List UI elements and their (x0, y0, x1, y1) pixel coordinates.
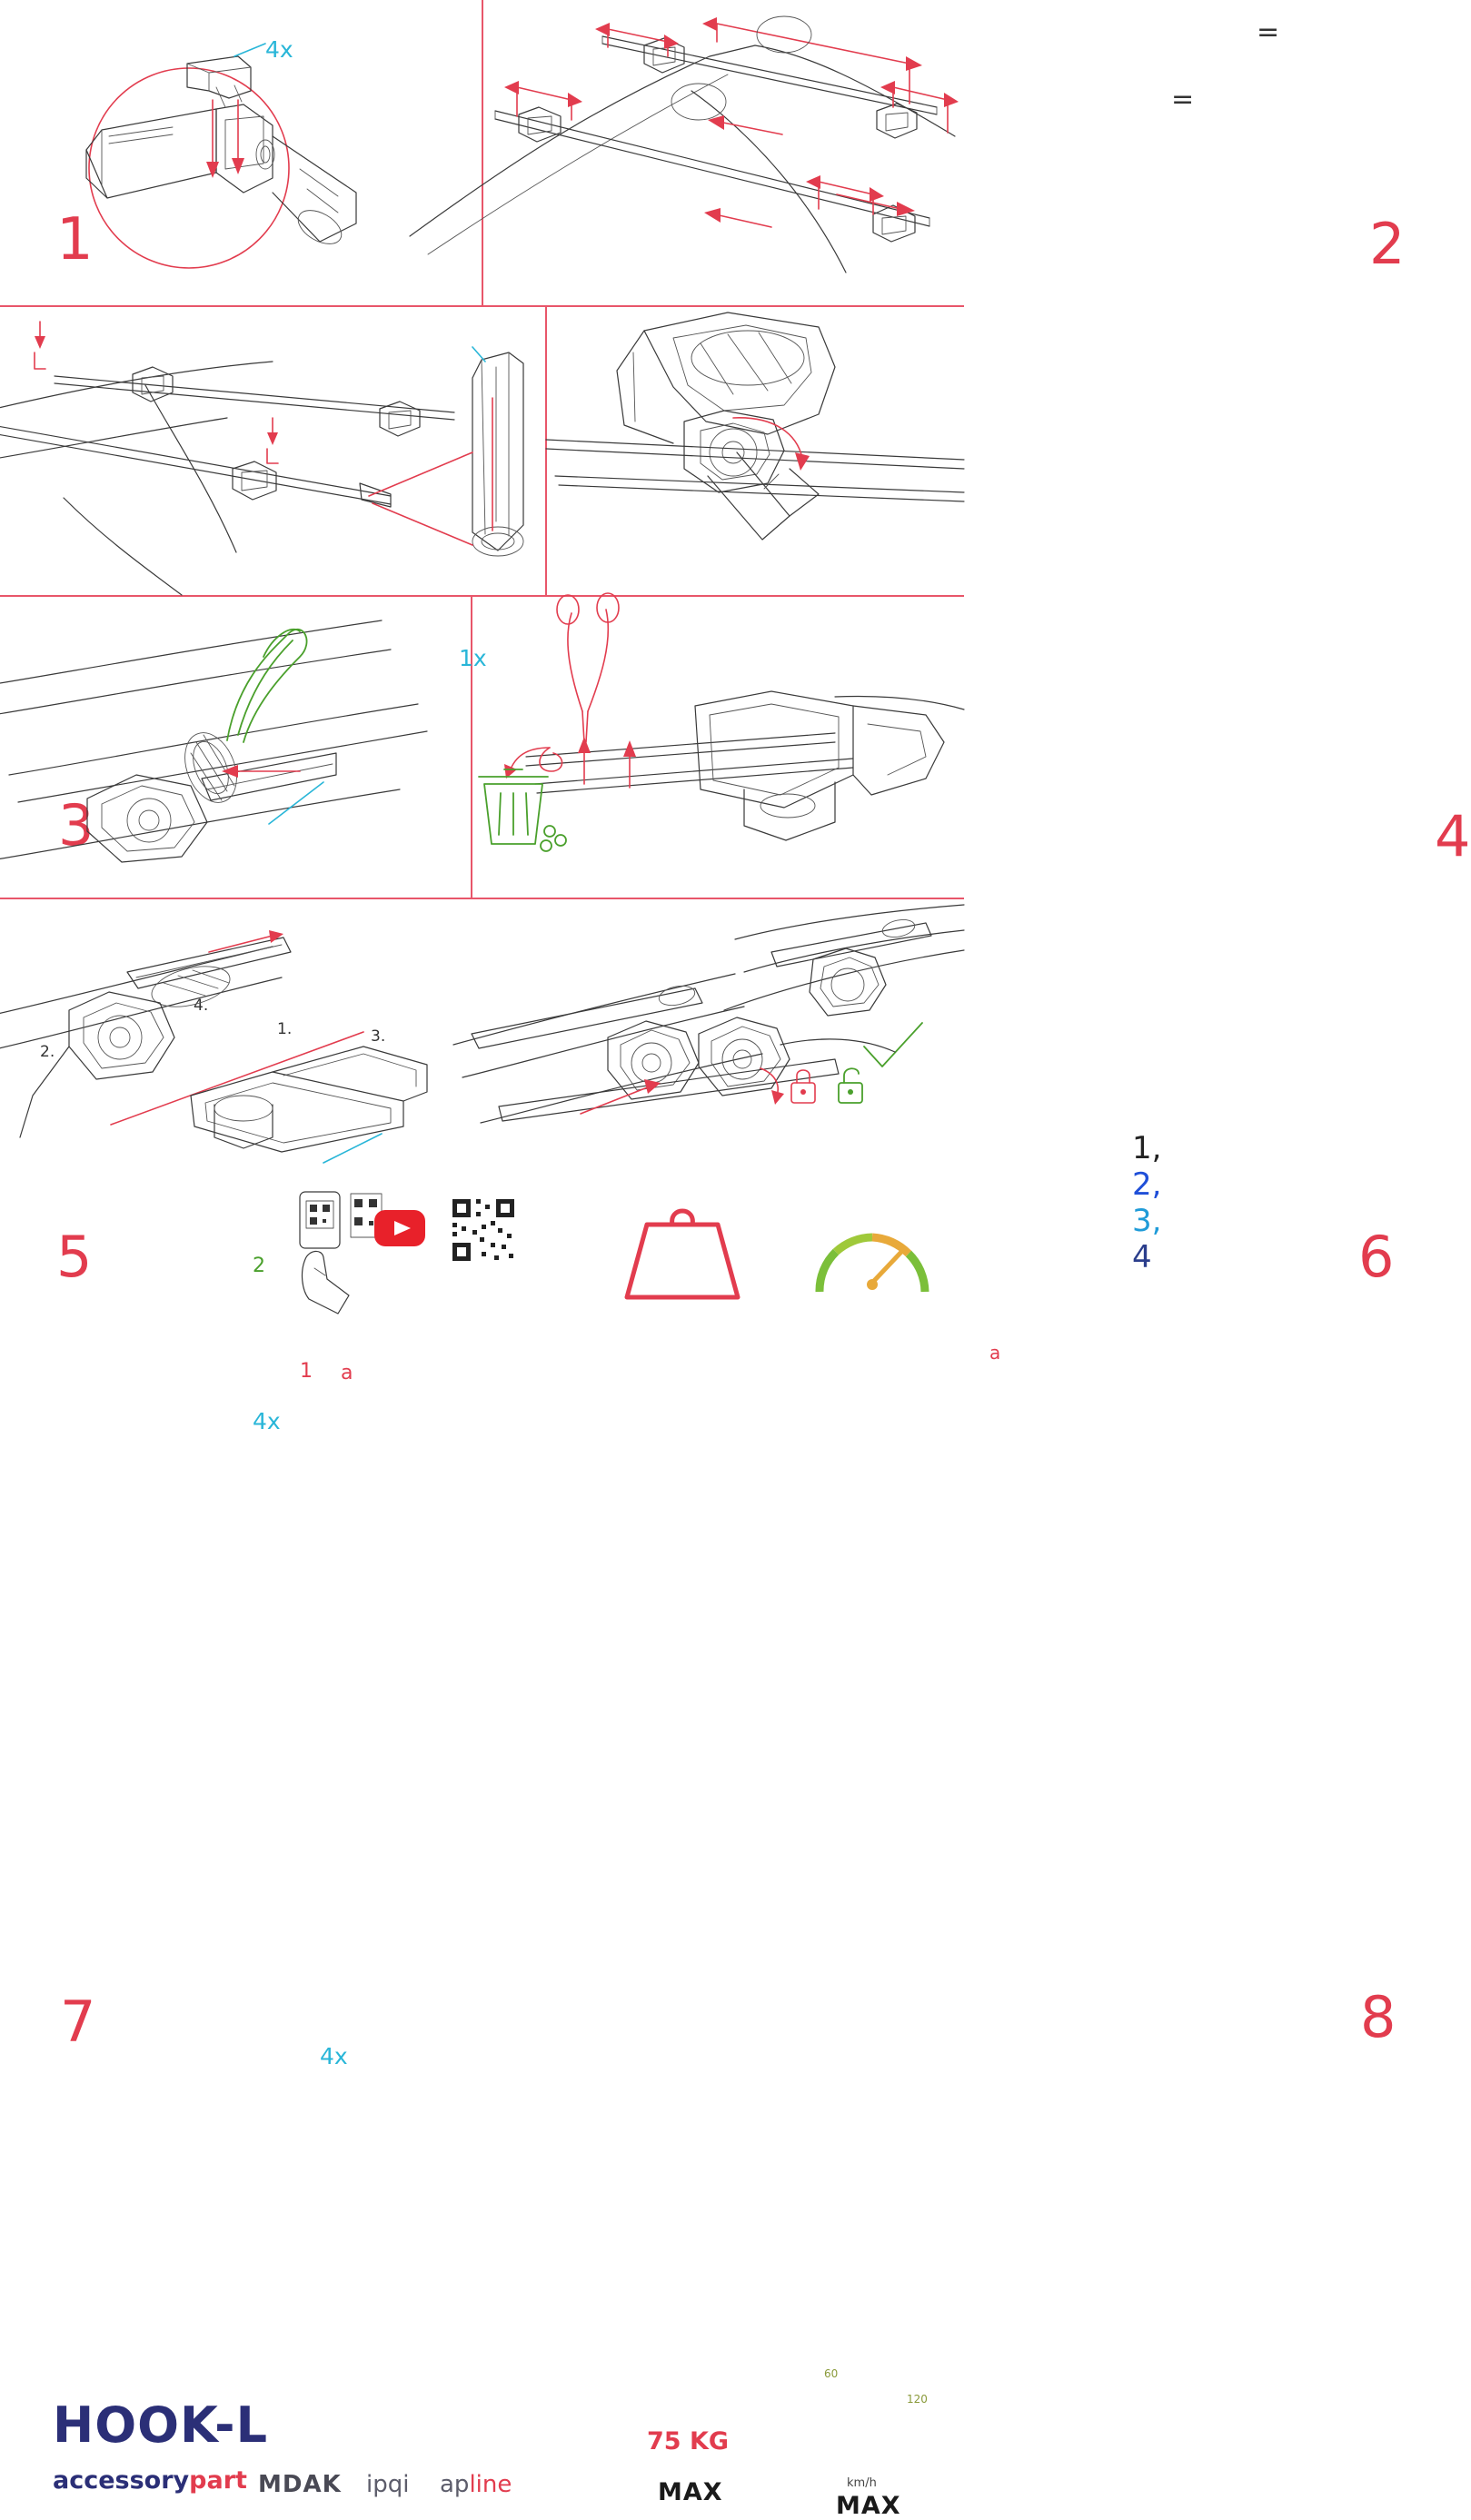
step-5-label-2: 2 (253, 1255, 265, 1277)
partner-apline-accent: line (469, 2471, 512, 2498)
speed-unit: km/h (847, 2476, 877, 2490)
qr-scan-hand-icon (300, 1192, 382, 1314)
partner-ipqi: ipqi (366, 2471, 410, 2498)
step-5-quantity-label: 4x (253, 1408, 281, 1434)
step-5-label-1: 1 (300, 1360, 313, 1383)
step-3-label-3: 3. (371, 1027, 386, 1046)
sequence-item-1: 1, (1132, 1130, 1162, 1166)
step-3-panel (0, 307, 545, 1061)
sequence-item-3: 3, (1132, 1203, 1162, 1239)
youtube-icon (374, 1210, 425, 1246)
step-4-sequence (1132, 1130, 1161, 1275)
step-5-panel (0, 597, 471, 1434)
step-6-number: 6 (1358, 1224, 1396, 1290)
step-2-panel (482, 0, 1406, 305)
step-3-illustration (0, 307, 545, 595)
step-7-panel (0, 899, 471, 2069)
sequence-item-4: 4 (1132, 1239, 1152, 1275)
sequence-item-2: 2, (1132, 1166, 1162, 1203)
step-3-label-1: 1. (277, 1020, 293, 1038)
step-8-number: 8 (1360, 1984, 1397, 2050)
step-2-number: 2 (1369, 211, 1406, 277)
step-1-number: 1 (56, 206, 94, 273)
step-7-number: 7 (60, 1989, 97, 2055)
brand-logo (53, 2466, 247, 2495)
product-name: HOOK-L (53, 2396, 268, 2454)
step-1-panel (0, 0, 482, 305)
step-6-illustration (472, 597, 964, 898)
step-2-equal-right: = (1257, 16, 1280, 48)
step-8-panel (472, 899, 1397, 2050)
brand-part-1: accessory (53, 2466, 190, 2495)
weight-icon (627, 1211, 738, 1297)
max-speed-caption: MAX (836, 2492, 901, 2520)
speedometer-icon (820, 1237, 925, 1292)
qr-code-icon (451, 1197, 516, 1263)
partner-mdak: MDAK (258, 2471, 342, 2498)
step-2-equal-left: = (1171, 84, 1195, 115)
step-5-illustration (0, 597, 471, 898)
step-3-label-4: 4. (194, 997, 209, 1015)
step-5-label-a: a (341, 1362, 353, 1384)
speed-tick-120: 120 (907, 2393, 928, 2406)
step-6-panel (472, 597, 1396, 1364)
step-5-number: 5 (56, 1224, 94, 1290)
speed-tick-60: 60 (824, 2367, 839, 2380)
step-2-illustration (482, 0, 964, 305)
max-load-caption: MAX (658, 2478, 723, 2506)
step-8-illustration (472, 899, 964, 1181)
max-load-value: 75 KG (647, 2427, 730, 2456)
step-4-illustration (546, 307, 964, 595)
partner-apline-prefix: ap (440, 2471, 470, 2498)
step-6-label-a: a (989, 1342, 1001, 1364)
step-1-quantity-label: 4x (265, 36, 293, 63)
step-3-label-2: 2. (40, 1043, 55, 1061)
step-3-quantity-label: 1x (459, 645, 487, 671)
step-4-panel (546, 307, 1471, 1275)
step-4-number: 4 (1435, 803, 1471, 869)
partner-apline (440, 2471, 512, 2498)
step-3-number: 3 (58, 792, 95, 858)
brand-part-2: part (189, 2466, 247, 2495)
footer-graphics (0, 1181, 964, 1363)
step-7-illustration (0, 899, 471, 1181)
step-7-quantity-label: 4x (320, 2043, 348, 2069)
